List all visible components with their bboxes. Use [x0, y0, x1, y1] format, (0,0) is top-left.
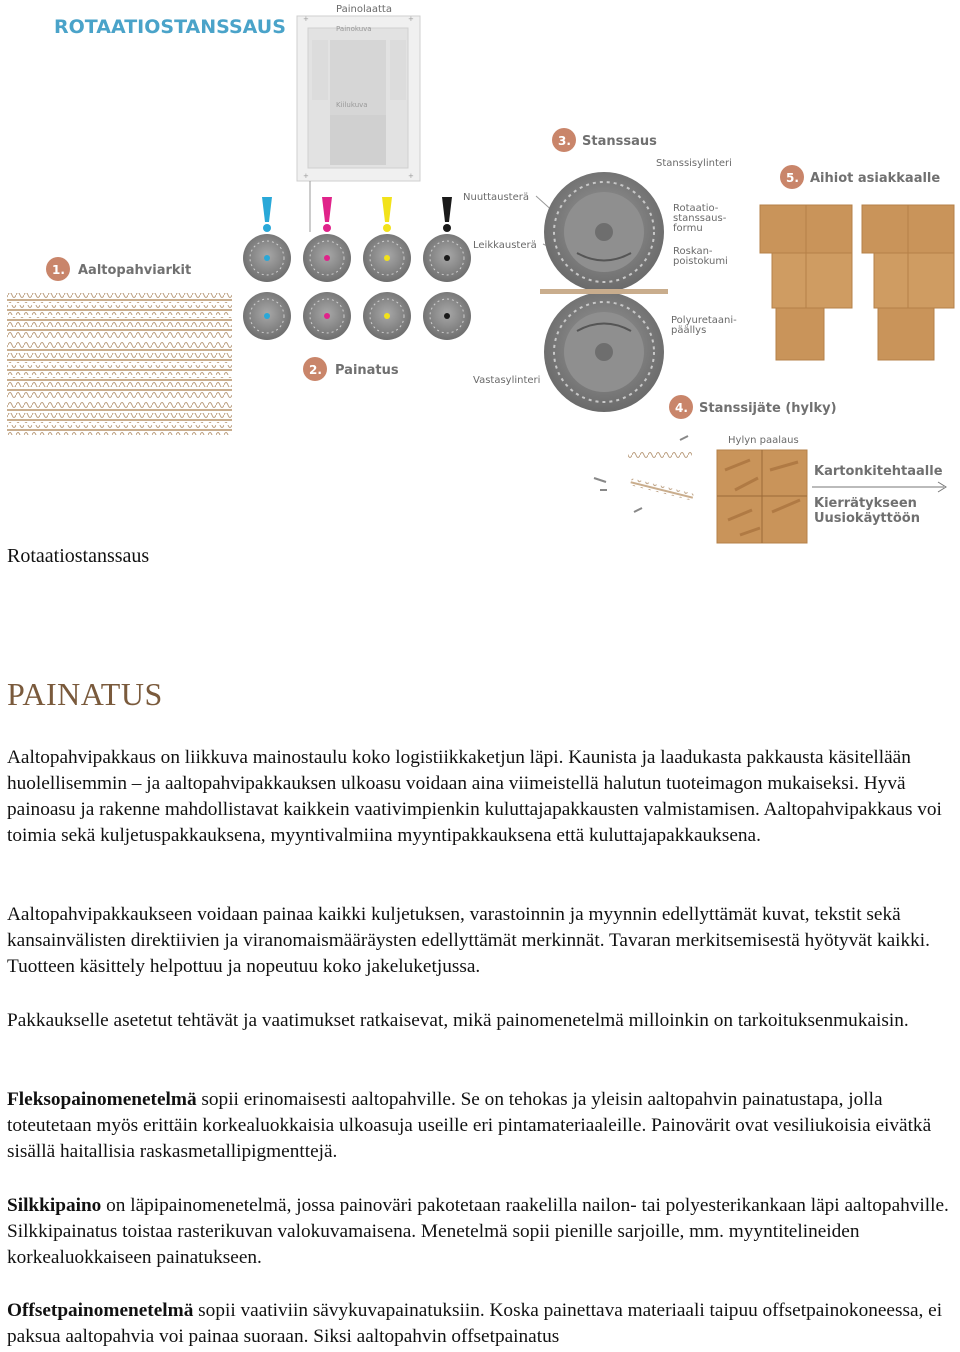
diagram-title: ROTAATIOSTANSSAUS: [54, 16, 286, 38]
polyuretaani-label-line: Polyuretaani-: [671, 315, 737, 326]
printing-plate: [297, 4, 420, 232]
step-label: Stanssaus: [582, 134, 657, 149]
paragraph-markings: Aaltopahvipakkaukseen voidaan painaa kaikki kuljetuksen, varastoinnin ja myynnin edellyttämät kuvat, tekstit sekä kansainvälisten direktiivien ja viranomaismääräysten edellyttämät merkinnät. Tavaran merkitsemisestä hyötyvät kaikki. Tuotteen käsittely helpottuu ja nopeutuu koko jakeluketjussa.: [7, 904, 930, 977]
box-blank-left: [760, 205, 852, 360]
waste-bale: [717, 450, 807, 543]
ink-drop-magenta-icon: [322, 197, 332, 232]
svg-text:+: +: [408, 15, 414, 23]
polyuretaani-label-line: päällys: [671, 325, 707, 336]
term-flexo: Fleksopainomenetelmä: [7, 1089, 197, 1110]
sheet-feed: [540, 289, 668, 294]
nuuttaustera-label: Nuuttausterä: [463, 192, 529, 203]
leikkaustera-label: Leikkausterä: [473, 240, 537, 251]
svg-text:+: +: [408, 172, 414, 180]
hylyn-paalaus-label: Hylyn paalaus: [728, 435, 799, 446]
rotaatio-label-line: stanssaus-: [673, 213, 727, 224]
paragraph-requirements: Pakkaukselle asetetut tehtävät ja vaatimukset ratkaisevat, mikä painomenetelmä milloinkin on tarkoituksenmukaisin.: [7, 1010, 909, 1031]
plate-label: Painolaatta: [336, 4, 392, 15]
step-1: [46, 257, 191, 281]
roskan-label-line: poistokumi: [673, 256, 728, 267]
step-2: [303, 357, 399, 381]
plate-inner-label: Painokuva: [336, 25, 372, 33]
step-number: 4.: [675, 401, 688, 415]
screen-print-text: on läpipainomenetelmä, jossa painoväri pakotetaan raakelilla nailon- tai polyesterikankaan läpi aaltopahville. Silkkipainatus toistaa rasterikuvan valokuvamaisena. Menetelmä sopii pienille sarjoille, mm. myyntitelineiden korkealuokkaiseen painatukseen.: [7, 1195, 949, 1268]
ink-units: [243, 197, 471, 340]
flexo-text: sopii erinomaisesti aaltopahville. Se on tehokas ja yleisin aaltopahvin painatustapa, jolla toteutetaan myös erittäin korkealuokkaisia ulkoasuja useille eri pintamateriaaleille. Painovärit ovat vesiliukoisia eivätkä sisällä haitallisia raskasmetallipigmenttejä.: [7, 1089, 932, 1162]
die-cylinder-lower: [544, 292, 664, 412]
waste-scraps: [594, 436, 694, 512]
kartonkitehtaalle-label: Kartonkitehtaalle: [814, 464, 943, 479]
offset-text: sopii vaativiin sävykuvapainatuksiin. Koska painettava materiaali taipuu offsetpainokoneessa, ei paksua aaltopahvia voi painaa suoraan. Siksi aaltopahvin offsetpainatus: [7, 1300, 943, 1347]
paragraph-offset: [7, 1298, 952, 1350]
svg-text:+: +: [303, 172, 309, 180]
step-number: 2.: [309, 363, 322, 377]
rotary-die-cutting-diagram: [0, 0, 960, 548]
ink-drop-yellow-icon: [382, 197, 392, 232]
stanssisylinteri-label: Stanssisylinteri: [656, 158, 732, 169]
paragraph-intro: Aaltopahvipakkaus on liikkuva mainostaulu koko logistiikkaketjun läpi. Kaunista ja laadukasta pakkausta käsitellään huolellisemmin – ja aaltopahvipakkauksen ulkoasu voidaan aina viimeistellä halutun tuoteimagon mukaiseksi. Hyvä painoasu ja rakenne mahdollistavat kaikkein vaativimpienkin kuluttajapakkausten valmistamisen. Aaltopahvipakkaus voi toimia sekä kuljetuspakkauksena, myyntivalmiina myyntipakkauksena että kuluttajapakkauksena.: [7, 747, 942, 846]
ink-drop-cyan-icon: [262, 197, 272, 232]
step-number: 5.: [786, 171, 799, 185]
step-4: [669, 395, 837, 419]
step-label: Painatus: [335, 363, 399, 378]
roskan-label-line: Roskan-: [673, 246, 713, 257]
svg-text:+: +: [303, 15, 309, 23]
print-roller-lower: [243, 292, 471, 340]
step-number: 3.: [558, 134, 571, 148]
step-5: [780, 165, 940, 189]
plate-inner-label: Kiilukuva: [336, 101, 368, 109]
step-label: Aaltopahviarkit: [78, 263, 192, 278]
step-label: Stanssijäte (hylky): [699, 401, 837, 416]
box-blank-right: [862, 205, 954, 360]
paragraph-screen-print: [7, 1193, 952, 1271]
die-cylinder-upper: [544, 172, 664, 292]
section-heading: PAINATUS: [7, 676, 163, 712]
print-roller-upper: [243, 234, 471, 282]
step-3: [552, 128, 657, 152]
rotaatio-label-line: formu: [673, 223, 703, 234]
paragraph-flexo: [7, 1087, 952, 1165]
uusiokayttoon-label: Uusiokäyttöön: [814, 511, 920, 526]
figure-caption: Rotaatiostanssaus: [7, 545, 150, 567]
rotaatio-label-line: Rotaatio-: [673, 203, 719, 214]
corrugated-sheet-stack: [7, 293, 232, 435]
kierratykseen-label: Kierrätykseen: [814, 496, 917, 511]
term-offset: Offsetpainomenetelmä: [7, 1300, 194, 1321]
step-number: 1.: [52, 263, 65, 277]
vastasylinteri-label: Vastasylinteri: [473, 375, 541, 386]
term-screen-print: Silkkipaino: [7, 1195, 102, 1216]
ink-drop-black-icon: [442, 197, 452, 232]
step-label: Aihiot asiakkaalle: [810, 171, 941, 186]
